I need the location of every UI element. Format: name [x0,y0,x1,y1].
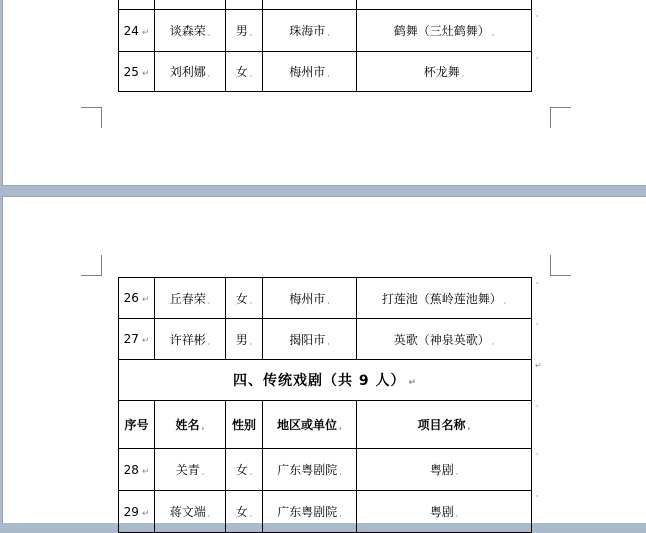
margin-corner-mark [81,107,102,128]
header-region: 地区或单位 [276,418,337,432]
row-number: 24 [123,23,139,38]
document-page-1 [2,0,646,186]
end-of-row-mark: ↵ [535,361,542,370]
row-name: 刘利娜 [169,65,206,79]
row-gender: 女 [235,463,248,477]
row-name: 谈森荣 [169,24,206,38]
document-page-2 [2,196,646,523]
table-row: 25 ↵ 刘利娜 , 女 , 梅州市 , 杯龙舞 , [119,52,532,92]
row-region: 梅州市 [289,291,326,306]
table-row: 24 ↵ 谈森荣 , 男 , 珠海市 , 鹤舞（三灶鹤舞） , [119,10,532,52]
section-title: 四、传统戏剧（共 9 人） [232,373,406,389]
end-of-row-mark: ' [536,322,539,331]
row-number: 29 [123,504,139,519]
end-of-row-mark: ' [536,404,539,413]
inheritors-table-page-1 [118,0,532,92]
row-name: 关青 [175,463,200,477]
row-number: 26 [123,291,139,305]
row-number: 28 [123,462,139,477]
row-gender: 男 [235,24,248,38]
table-row: 29 ↵ 蒋文端 , 女 , 广东粤剧院 , 粤剧 , [119,491,532,533]
row-project: 鹤舞（三灶鹤舞） [393,24,490,38]
end-of-row-mark: ' [536,494,539,503]
row-project: 杯龙舞 [423,65,460,79]
row-project: 英歌（神泉英歌） [393,332,490,347]
margin-corner-mark [81,255,102,276]
header-name: 姓名 [175,418,200,432]
row-region: 揭阳市 [289,332,326,347]
end-of-row-mark: ' [536,452,539,461]
header-row: 序号 姓名 , 性别 地区或单位 , 项目名称 , [119,401,532,449]
end-of-row-mark: ' [536,281,539,290]
row-project: 粤剧 [429,505,454,519]
row-region: 珠海市 [289,24,326,38]
row-name: 蒋文端 [169,505,206,519]
row-gender: 男 [235,332,248,347]
row-region: 广东粤剧院 [277,463,338,477]
row-name: 许祥彬 [169,332,206,347]
row-number: 27 [123,332,139,346]
end-of-row-mark: ' [536,56,539,65]
end-of-row-mark: ' [536,14,539,23]
table-row [119,0,532,10]
row-gender: 女 [235,65,248,79]
header-gender: 性别 [231,418,256,432]
inheritors-table-page-2 [118,277,532,533]
section-row: 四、传统戏剧（共 9 人） ↵ [119,360,532,401]
row-project: 粤剧 [429,463,454,477]
margin-corner-mark [550,107,571,128]
table-row: 26 ↵ 丘春荣 , 女 , 梅州市 , 打莲池（蕉岭莲池舞） , [119,278,532,319]
row-name: 丘春荣 [169,291,206,306]
header-project: 项目名称 [417,418,466,432]
table-row: 27 ↵ 许祥彬 , 男 , 揭阳市 , 英歌（神泉英歌） , [119,319,532,360]
header-number: 序号 [124,418,149,432]
table-row: 28 ↵ 关青 , 女 , 广东粤剧院 , 粤剧 , [119,449,532,491]
row-region: 梅州市 [289,65,326,79]
row-gender: 女 [235,505,248,519]
margin-corner-mark [550,255,571,276]
row-project: 打莲池（蕉岭莲池舞） [381,291,502,306]
row-number: 25 [123,64,139,79]
row-gender: 女 [235,291,248,306]
row-region: 广东粤剧院 [277,505,338,519]
